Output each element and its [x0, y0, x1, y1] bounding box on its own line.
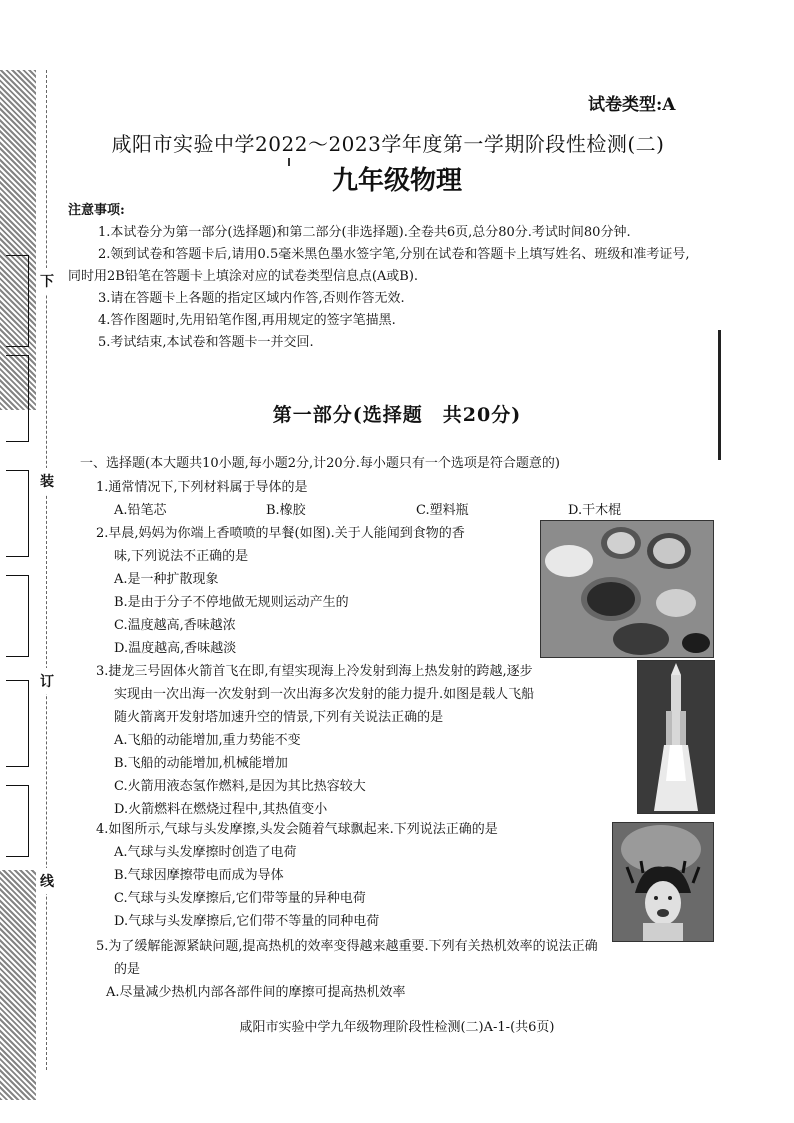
option: B.橡胶 — [266, 503, 306, 518]
margin-char-ding: 订 — [40, 668, 54, 694]
paper-type-label: 试卷类型:A — [588, 95, 676, 115]
binding-dashed-line — [46, 70, 47, 1070]
option: C.气球与头发摩擦后,它们带等量的异种电荷 — [114, 891, 366, 906]
margin-box — [6, 255, 29, 347]
instruction-item: 4.答作图题时,先用铅笔作图,再用规定的签字笔描黑. — [98, 313, 396, 328]
instructions-heading: 注意事项: — [68, 203, 125, 218]
question-stem: 的是 — [114, 962, 141, 977]
balloon-hair-photo — [612, 822, 714, 942]
margin-char-zhuang: 装 — [40, 468, 54, 494]
option: B.飞船的动能增加,机械能增加 — [114, 756, 288, 771]
question-stem: 5.为了缓解能源紧缺问题,提高热机的效率变得越来越重要.下列有关热机效率的说法正确 — [96, 939, 598, 954]
question-stem: 1.通常情况下,下列材料属于导体的是 — [96, 480, 308, 495]
margin-char-xia: 下 — [40, 268, 54, 294]
margin-box — [6, 575, 29, 657]
breakfast-photo — [540, 520, 714, 658]
question-stem: 4.如图所示,气球与头发摩擦,头发会随着气球飘起来.下列说法正确的是 — [96, 822, 498, 837]
instruction-item: 5.考试结束,本试卷和答题卡一并交回. — [98, 335, 314, 350]
option: B.气球因摩擦带电而成为导体 — [114, 868, 284, 883]
question-4 — [96, 818, 616, 933]
option: A.铅笔芯 — [114, 503, 167, 518]
option: C.温度越高,香味越浓 — [114, 618, 236, 633]
margin-box — [6, 785, 29, 857]
question-stem: 2.早晨,妈妈为你端上香喷喷的早餐(如图).关于人能闻到食物的香 — [96, 526, 465, 541]
rocket-photo — [637, 660, 715, 814]
scan-artifact-bar — [718, 330, 721, 460]
question-stem: 实现由一次出海一次发射到一次出海多次发射的能力提升.如图是载人飞船 — [114, 687, 535, 702]
option: A.气球与头发摩擦时创造了电荷 — [114, 845, 297, 860]
exam-title: 咸阳市实验中学2022～2023学年度第一学期阶段性检测(二) — [111, 132, 665, 156]
option: B.是由于分子不停地做无规则运动产生的 — [114, 595, 349, 610]
margin-box — [6, 680, 29, 767]
option: C.火箭用液态氢作燃料,是因为其比热容较大 — [114, 779, 366, 794]
question-5 — [96, 935, 716, 1004]
instruction-item: 2.领到试卷和答题卡后,请用0.5毫米黑色墨水签字笔,分别在试卷和答题卡上填写姓名、班级和准考证号,同时用2B铅笔在答题卡上填涂对应的试卷类型信息点(A或B). — [68, 247, 690, 284]
option: A.尽量减少热机内部各部件间的摩擦可提高热机效率 — [106, 985, 406, 1000]
margin-char-xian: 线 — [40, 868, 54, 894]
margin-qr-pattern-bottom — [0, 870, 36, 1100]
part1-title: 第一部分(选择题 共20分) — [272, 404, 522, 426]
question-stem: 随火箭离开发射塔加速升空的情景,下列有关说法正确的是 — [114, 710, 444, 725]
option: A.飞船的动能增加,重力势能不变 — [114, 733, 301, 748]
question-1 — [96, 476, 716, 522]
option: D.火箭燃料在燃烧过程中,其热值变小 — [114, 802, 328, 817]
option: D.温度越高,香味越淡 — [114, 641, 237, 656]
option: D.气球与头发摩擦后,它们带不等量的同种电荷 — [114, 914, 380, 929]
margin-box — [6, 470, 29, 557]
subject-title: 九年级物理 — [331, 166, 462, 196]
option: C.塑料瓶 — [416, 503, 469, 518]
instruction-item: 3.请在答题卡上各题的指定区域内作答,否则作答无效. — [98, 291, 405, 306]
question-2 — [96, 522, 536, 660]
option: D.干木棍 — [568, 503, 622, 518]
question-stem: 味,下列说法不正确的是 — [114, 549, 249, 564]
page-footer: 咸阳市实验中学九年级物理阶段性检测(二)A-1-(共6页) — [239, 1020, 555, 1035]
option: A.是一种扩散现象 — [114, 572, 219, 587]
question-3 — [96, 660, 636, 821]
question-stem: 3.捷龙三号固体火箭首飞在即,有望实现海上冷发射到海上热发射的跨越,逐步 — [96, 664, 533, 679]
section-heading: 一、选择题(本大题共10小题,每小题2分,计20分.每小题只有一个选项是符合题意的) — [80, 456, 560, 471]
instructions — [68, 200, 690, 354]
instruction-item: 1.本试卷分为第一部分(选择题)和第二部分(非选择题).全卷共6页,总分80分.考试时间80分钟. — [98, 225, 631, 240]
margin-box — [6, 355, 29, 442]
